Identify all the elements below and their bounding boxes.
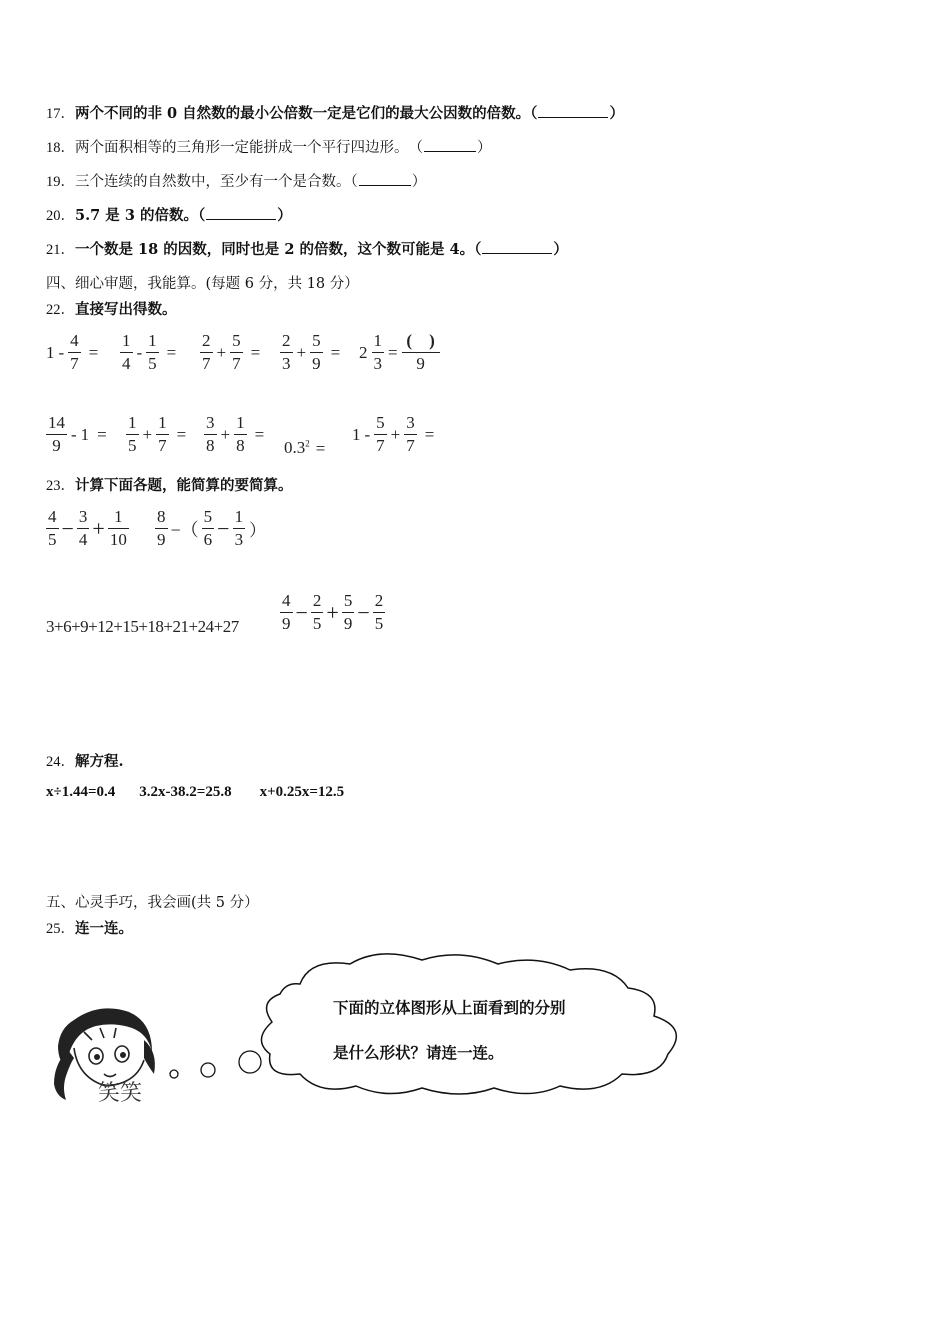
answer-fraction[interactable]: $\frac{( )}{9}$ [402,330,440,375]
girl-eye-right [120,1052,126,1058]
paren-close: ） [249,521,267,540]
equation-row [46,784,344,801]
equals-sign: = [166,342,177,362]
bubble-dot-small [170,1070,178,1078]
fraction: $\frac{1}{5}$ [128,413,137,455]
thought-bubble [160,950,700,1100]
q22-expr-8 [202,412,270,457]
q22-expr-6 [44,412,113,457]
equals-sign: = [88,342,99,362]
q22-expr-3 [198,330,266,375]
number-one: 1 [352,424,361,444]
paren-close: ） [609,105,624,122]
exponent: 2 [305,438,310,449]
number-one: 1 [80,424,90,444]
bubble-text-line-1: 下面的立体图形从上面看到的分别 [333,999,566,1017]
question-24 [46,750,124,771]
fraction: $\frac{1}{3}$ [373,331,382,373]
plus-sign: + [390,424,401,444]
question-text: 三个连续的自然数中，至少有一个是合数。（ [75,174,358,190]
equals-sign: = [97,424,107,444]
minus-sign: − [295,599,308,625]
fraction: $\frac{5}{6}$ [203,507,213,549]
fraction: $\frac{1}{10}$ [109,507,127,549]
fraction: $\frac{5}{9}$ [312,331,321,373]
question-23 [46,474,293,495]
plus-sign: + [216,342,227,362]
fraction: $\frac{1}{7}$ [158,413,167,455]
q23-calc-2 [153,506,268,551]
fraction: $\frac{5}{7}$ [232,331,241,373]
fraction: $\frac{4}{9}$ [282,591,291,633]
paren-close: ） [411,174,427,190]
fraction: $\frac{1}{4}$ [122,331,131,373]
question-text: 一个数是 18 的因数，同时也是 2 的倍数，这个数可能是 4。（ [75,241,482,258]
question-text: 直接写出得数。 [75,301,177,318]
character-name-label: 笑笑 [98,1081,143,1106]
fraction: $\frac{3}{4}$ [78,507,88,549]
equals-sign: = [330,342,341,362]
number-one: 1 [46,342,55,362]
q22-expr-4 [278,330,346,375]
bubble-dot-medium [201,1063,215,1077]
minus-sign: − [357,599,370,625]
plus-sign: + [326,599,339,625]
question-text: 连一连。 [75,920,133,937]
fraction: $\frac{2}{5}$ [374,591,384,633]
question-19 [46,170,426,191]
equation-1: x÷1.44=0.4 [46,784,116,800]
plus-sign: + [296,342,307,362]
fraction: $\frac{4}{7}$ [70,331,79,373]
q22-expr-1 [44,330,104,375]
question-number: 21． [46,242,75,258]
q22-expr-10 [350,412,440,457]
answer-blank[interactable] [424,150,476,152]
question-17 [46,102,624,123]
equation-2: 3.2x-38.2=25.8 [139,784,232,800]
question-number: 20． [46,208,75,224]
question-number: 18． [46,140,75,156]
minus-sign: - [58,342,65,362]
question-number: 25． [46,921,75,937]
q22-expr-2 [118,330,182,375]
equals-sign: = [176,424,187,444]
question-number: 24． [46,754,75,770]
q23-calc-3: 3+6+9+12+15+18+21+24+27 [46,617,239,636]
answer-blank[interactable] [359,184,411,186]
fraction: $\frac{3}{7}$ [406,413,415,455]
question-number: 17． [46,106,75,122]
question-18 [46,136,492,157]
whole-number: 2 [359,342,368,362]
fraction: $\frac{14}{9}$ [48,413,65,455]
bubble-dot-large [239,1051,261,1073]
fraction: $\frac{1}{5}$ [148,331,157,373]
q23-calc-4 [278,590,387,635]
fraction: $\frac{1}{8}$ [236,413,245,455]
question-text: 两个不同的非 0 自然数的最小公倍数一定是它们的最大公因数的倍数。（ [75,105,538,122]
section-5-title: 五、心灵手巧，我会画(共 5 分） [46,895,259,911]
question-21 [46,238,568,259]
equals-sign: = [254,424,265,444]
minus-sign: − [61,515,74,541]
q22-expr-7 [124,412,192,457]
q22-expr-5 [357,330,442,375]
question-25 [46,917,133,938]
minus-sign: - [136,342,143,362]
fraction: $\frac{5}{7}$ [376,413,385,455]
section-4-title: 四、细心审题，我能算。(每题 6 分，共 18 分） [46,276,359,292]
minus-sign: - [364,424,371,444]
paren-close: ） [553,241,568,258]
minus-sign: − [217,515,230,541]
plus-sign: + [142,424,153,444]
paren-close: ） [277,207,292,224]
question-text: 解方程. [75,753,124,770]
question-22 [46,298,177,319]
answer-blank[interactable] [538,116,608,118]
question-number: 22． [46,302,75,318]
fraction: $\frac{1}{3}$ [234,507,244,549]
fraction: $\frac{5}{9}$ [343,591,353,633]
fraction: $\frac{2}{7}$ [202,331,211,373]
fraction: $\frac{3}{8}$ [206,413,215,455]
equals-sign: = [388,342,398,362]
fraction: $\frac{8}{9}$ [157,507,166,549]
plus-sign: + [220,424,231,444]
fraction: $\frac{2}{5}$ [312,591,322,633]
q23-calc-1 [44,506,131,551]
equals-sign: = [250,342,261,362]
decimal-base: 0.3 [284,438,306,457]
fraction: $\frac{2}{3}$ [282,331,291,373]
girl-eye-left [94,1054,100,1060]
question-number: 23． [46,478,75,494]
question-text: 两个面积相等的三角形一定能拼成一个平行四边形。 （ [75,140,423,156]
bubble-text-line-2: 是什么形状？请连一连。 [333,1044,504,1062]
equation-3: x+0.25x=12.5 [259,784,345,800]
question-text: 5.7 是 3 的倍数。（ [75,207,206,224]
answer-blank[interactable] [482,252,552,254]
equals-sign: = [315,439,326,459]
answer-blank[interactable] [206,218,276,220]
minus-sign: - [71,424,77,444]
minus-paren: −（ [170,519,199,540]
q22-expr-9 [284,438,331,459]
question-20 [46,204,292,225]
question-number: 19． [46,174,75,190]
fraction: $\frac{4}{5}$ [48,507,57,549]
equals-sign: = [424,424,435,444]
paren-close: ） [477,140,492,156]
question-text: 计算下面各题，能简算的要简算。 [75,477,293,494]
plus-sign: + [92,515,105,541]
cloud-shape [261,954,676,1094]
